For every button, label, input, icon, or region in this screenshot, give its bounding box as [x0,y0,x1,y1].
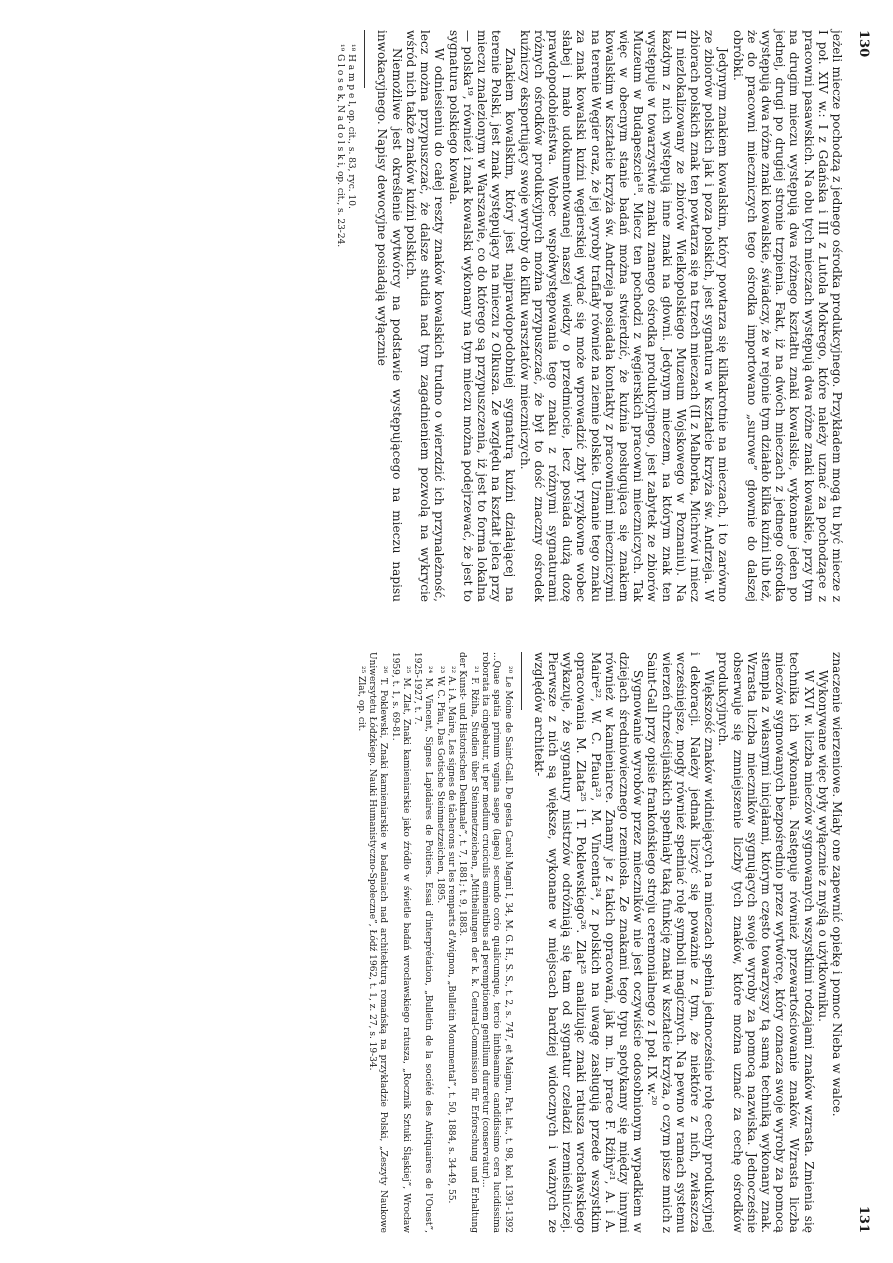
paragraph: Większość znaków widniejących na mieczach spełnia jednocześnie rolę cechy produkcyjnej i dekoracji. Należy jednak liczyć się poważnie z tym, że niektóre z nich, zwłaszcza wcześniejsze, mogły również spełniać rolę symboli magicznych. Na pewno w ramach systemu wierzeń chrześcijańskich spełniały taką funkcję znaki w kształcie krzyża, o czym pisze mnich z Saint-Gall przy opisie frankońskiego stroju ceremonialnego z I poł. IX w.²⁰ [645,652,717,1233]
page-number-right: 131 [856,1205,871,1233]
footnotes-left [334,30,357,602]
paragraph: Niemożliwe jest określenie wytwórcy na podstawie występującego na mieczu napisu inwokacyjnego. Napisy dewocyjne posiadają wyłącznie [375,30,404,602]
right-page [0,632,893,1263]
footnote-divider [364,30,365,88]
paragraph: Jedynym znakiem kowalskim, który powtarza się kilkakrotnie na mieczach, i to zarówno ze zbiorów polskich jak i poza polskich, jest sygnatura w kształcie krzyża św. Andrzeja. W zbiorach polskich znak ten powtarza się na trzech mieczach (II z Malborka, Michrów i miecz II niezlokalizowany ze zbiorów Wielkopolskiego Muzeum Wojskowego w Poznaniu). Na każdym z nich występują inne znaki na głowni. Jedynym mieczem, na którym znak ten występuje w towarzystwie znaku znanego ośrodka produkcyjnego, jest zabytek ze zbiorów Muzeum w Budapeszcie¹⁸. Miecz ten pochodzi z węgierskich pracowni mieczniczych. Tak więc w obecnym stanie badań można stwierdzić, że kuźnia posługująca się znakiem kowalskim w kształcie krzyża św. Andrzeja posiadała kontakty z pracowniami mieczniczymi na terenie Węgier oraz, że jej wyroby trafiały również na ziemie polskie. Uznanie tego znaku za znak kowalski kuźni węgierskiej wydać się może wprowadzić zbyt ryzykowne wobec słabej i mało udokumentowanej naszej wiedzy o przedmiocie, lecz posiada dużą dozę prawdopodobieństwa. Wobec współwystępowania tego znaku z różnymi sygnaturami różnych ośrodków produkcyjnych można przypuszczać, że był to dość znaczny ośrodek kuźniczy eksportujący swoje wyroby do kilku warsztatów mieczniczych. [517,30,731,602]
footnote: ²⁶ T. Poklewski, Znaki kamieniarskie w badaniach nad architekturą romańską na przykładzie Polski, „Zeszyty Naukowe Uniwersytetu Łódzkiego. Nauki Humanistyczno-Społeczne”, Łódź 1962, t. 1, z. 27, s. 19-34. [366,652,389,1233]
paragraph: Wykonywane więc były wyłącznie z myślą o użytkowniku. [815,670,830,1022]
paragraph: Znakiem kowalskim, który jest najprawdopodobniej sygnaturą kuźni działającej na terenie Polski, jest znak występujący na mieczu z Olkusza. Ze względu na kształt jelca przy mieczu znalezionym w Warszawie, co do którego są przypuszczenia, iż jest to forma lokalna — polska¹⁹, również i znak kowalski wykonany na tym mieczu można podejrzewać, że jest to sygnatura polskiego kowala. [446,30,518,602]
footnote: ²⁴ M. Vincent, Signes Lapidaires de Poitiers. Essai d'interprétation, „Bulletin de la société des Antiquaires de l'Ouest”, 1925-1927, t. 7. [412,652,434,1233]
footnote: ²⁰ Le Moine de Saint-Gall. De gesta Caroli Magni I, 34, M. G. H., S. S., t. 2, s. 747, et Maignu, Pat. lat., t. 98, kol. 1391-1392 ...Quae spatia primum vagina saepe (lagea) secundo corio qualicumque, tercio lintheamine candidissimo cera lucidissima roborata ita cingebatur, ut per medium cruciculis eminentibus ad peremptionem gentilium duraretur (conservatur)... [479,652,513,1233]
footnote: ²⁵ M. Zlat, Znaki kamieniarskie jako źródło w świetle badań wrocławskiego ratusza, „Rocznik Sztuki Śląskiej”, Wrocław 1959, t. 1, s. 69-81. [389,652,411,1233]
footnote-divider [521,652,522,710]
footnote: ¹⁸ H a m p e l, op. cit., s. 83, ryc. 10. [346,44,357,209]
footnotes-right [354,652,512,1233]
footnote: ²² A. i A. Maire, Les signes de tâcherons sur les remparts d'Avignon, „Bulletin Monumental”, t. 50, 1884, s. 34-49, 55. [446,666,457,1204]
paragraph: W XVI w. liczba mieczów sygnowanych wszystkimi rodzajami znaków wzrasta. Zmienia się technika ich wykonania. Następuje również przewartościowanie znaków. Wzrasta liczba mieczów sygnowanych bezpośrednio przez wytwórcę, który oznacza swoje wyroby za pomocą stempla z własnymi inicjałami, którym często towarzyszy tą samą techniką wykonany znak. Wzrasta liczba mieczników sygnujących swoje wyroby za pomocą nazwiska. Jednocześnie obserwuje się zmniejszenie liczby tych znaków, które można uznać za cechę ośrodków produkcyjnych. [716,652,816,1233]
footnote: ²⁵ Zlat, op. cit. [355,666,366,732]
paragraph: jeżeli miecze pochodzą z jednego ośrodka produkcyjnego. Przykładem mogą tu być miecze z I poł. XIV w.: I z Gdańska i III z Lutola Mokrego, które należy uznać za pochodzące z pracowni pasawskich. Na obu tych mieczach występują dwa różne znaki kowalskie, przy tym na drugim mieczu występują dwa różnego kształtu znaki kowalskie, wykonane jeden po jednej, drugi po drugiej stronie trzpienia. Fakt, iż na dwóch mieczach z jednego ośrodka występują dwa różne znaki kowalskie, świadczy, że w rejonie tym działało kilka kuźni lub też, że do pracowni mieczniczych tego ośrodka importowano „surowe” głownie do dalszej obróbki. [730,30,844,602]
paragraph: znaczenie wierzeniowe. Miały one zapewnić opiekę i pomoc Nieba w walce. [830,652,844,1117]
page-number-left: 130 [856,30,871,58]
footnote: ²³ W. C. Pfau, Das Gotische Steinmetzzeichen, 1895. [434,666,445,904]
paragraph: W odniesieniu do całej reszty znaków kowalskich trudno o wierzdzić ich przynależność, lecz można przypuszczać, że dalsze studia nad tym zagadnieniem pozwolą na wykrycie wśród nich także znaków kuźni polskich. [403,30,447,602]
footnote: ¹⁹ G l o s e k, N a d o l s k i, op. cit., s. 23-24. [335,44,345,248]
footnote: ²¹ F. Rźiha, Studien über Steinmetzzeichen, „Mittheilungen der k. k. Central-Commission für Erforschung und Erhaltung der Kunst- und Historischen Denkmale”, t. 7, 1881; t. 9, 1883. [457,652,479,1233]
paragraph: Sygnowanie wyrobów przez mieczników nie jest oczywiście odosobnionym wypadkiem w dziejach średniowiecznego rzemiosła. Ze znakami tego typu spotykamy się między innymi również w kamieniarce. Znamy je z takich opracowań, jak m. in. prace F. Rźihy²¹, A. i A. Maire²², W. C. Pfaua²³, M. Vincenta²⁴, z polskich na uwagę zasługują przede wszystkim opracowania M. Zlata²⁵ i T. Poklewskiego²⁶. Zlat²⁵ analizując znaki ratusza wrocławskiego wykazuje, że sygnatury mistrzów odróżniają się tam od sygnatur czeladzi rzemieślniczej. Pierwsze z nich są większe, wykonane w miejscach bardziej widocznych i ważnych ze względów architekt- [531,652,646,1233]
